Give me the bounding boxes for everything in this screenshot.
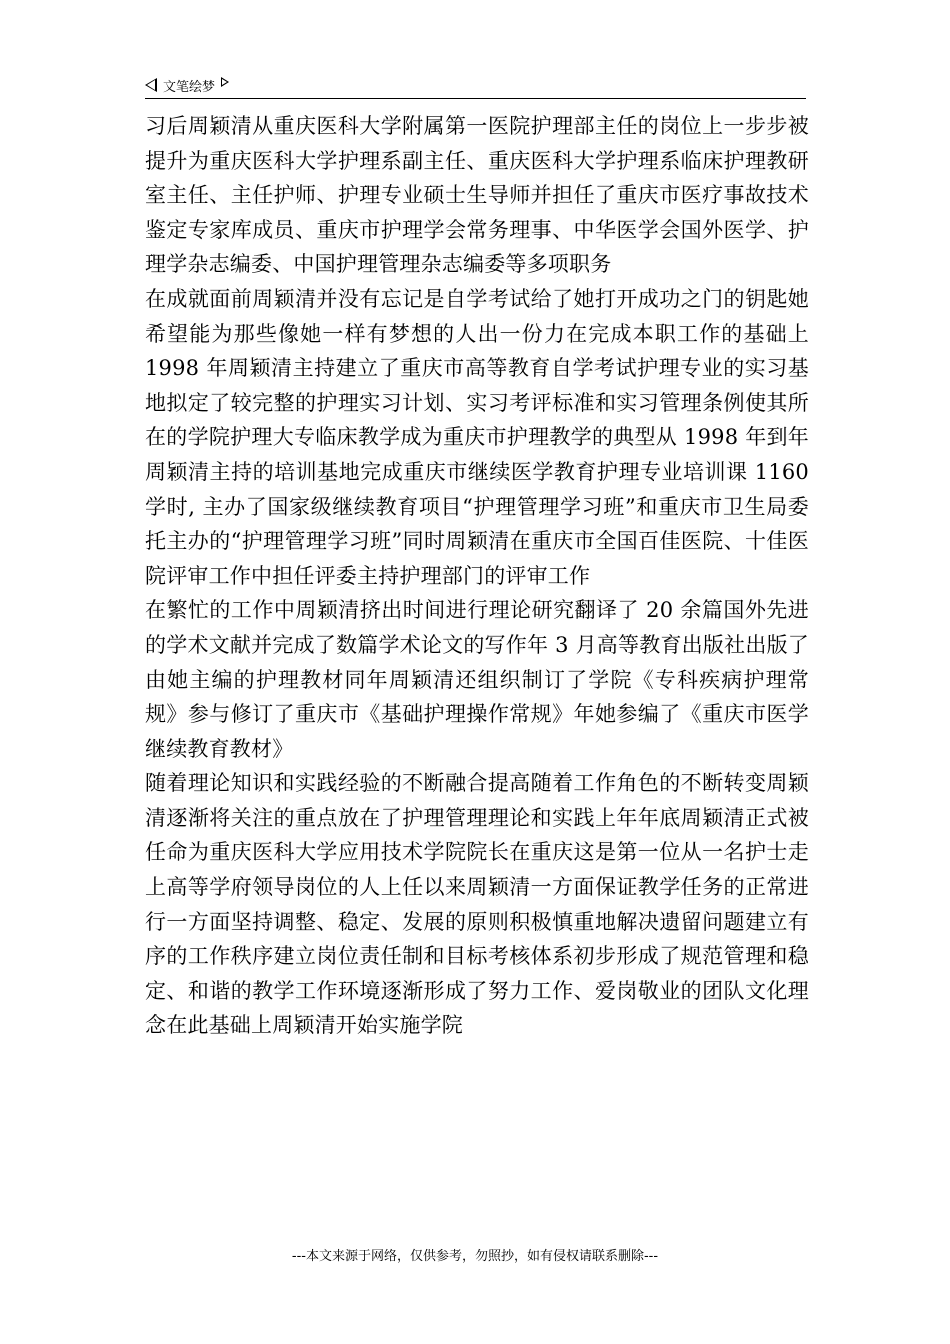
paragraph: 在成就面前周颖清并没有忘记是自学考试给了她打开成功之门的钥匙她希望能为那些像她一样有梦想的人出一份力在完成本职工作的基础上 1998 年周颖清主持建立了重庆市高等教育自学考试护理专业的实习基地拟定了较完整的护理实习计划、实习考评标准和实习管理条例使其所在的学院护理大专临床教学成为重庆市护理教学的典型从 1998 年到年周颖清主持的培训基地完成重庆市继续医学教育护理专业培训课 1160 学时, 主办了国家级继续教育项目“护理管理学习班”和重庆市卫生局委托主办的“护理管理学习班”同时周颖清在重庆市全国百佳医院、十佳医院评审工作中担任评委主持护理部门的评审工作: [145, 286, 809, 588]
paragraph: 在繁忙的工作中周颖清挤出时间进行理论研究翻译了 20 余篇国外先进的学术文献并完成了数篇学术论文的写作年 3 月高等教育出版社出版了由她主编的护理教材同年周颖清还组织制订了学院《专科疾病护理常规》参与修订了重庆市《基础护理操作常规》年她参编了《重庆市医学继续教育教材》: [145, 598, 809, 761]
article-body: [145, 109, 809, 1043]
brand-logo: [145, 74, 229, 96]
brand-name: 文笔绘梦: [163, 79, 216, 95]
page-header: [145, 74, 806, 99]
paragraph: 习后周颖清从重庆医科大学附属第一医院护理部主任的岗位上一步步被提升为重庆医科大学护理系副主任、重庆医科大学护理系临床护理教研室主任、主任护师、护理专业硕士生导师并担任了重庆市医疗事故技术鉴定专家库成员、重庆市护理学会常务理事、中华医学会国外医学、护理学杂志编委、中国护理管理杂志编委等多项职务: [145, 114, 809, 277]
paragraph: 随着理论知识和实践经验的不断融合提高随着工作角色的不断转变周颖清逐渐将关注的重点放在了护理管理理论和实践上年年底周颖清正式被任命为重庆医科大学应用技术学院院长在重庆这是第一位从一名护士走上高等学府领导岗位的人上任以来周颖清一方面保证教学任务的正常进行一方面坚持调整、稳定、发展的原则积极慎重地解决遗留问题建立有序的工作秩序建立岗位责任制和目标考核体系初步形成了规范管理和稳定、和谐的教学工作环境逐渐形成了努力工作、爱岗敬业的团队文化理念在此基础上周颖清开始实施学院: [145, 771, 809, 1038]
left-triangle-icon: [145, 78, 157, 92]
footer-disclaimer: ---本文来源于网络，仅供参考，勿照抄，如有侵权请联系删除---: [291, 1249, 659, 1264]
right-triangle-icon: [221, 77, 229, 87]
